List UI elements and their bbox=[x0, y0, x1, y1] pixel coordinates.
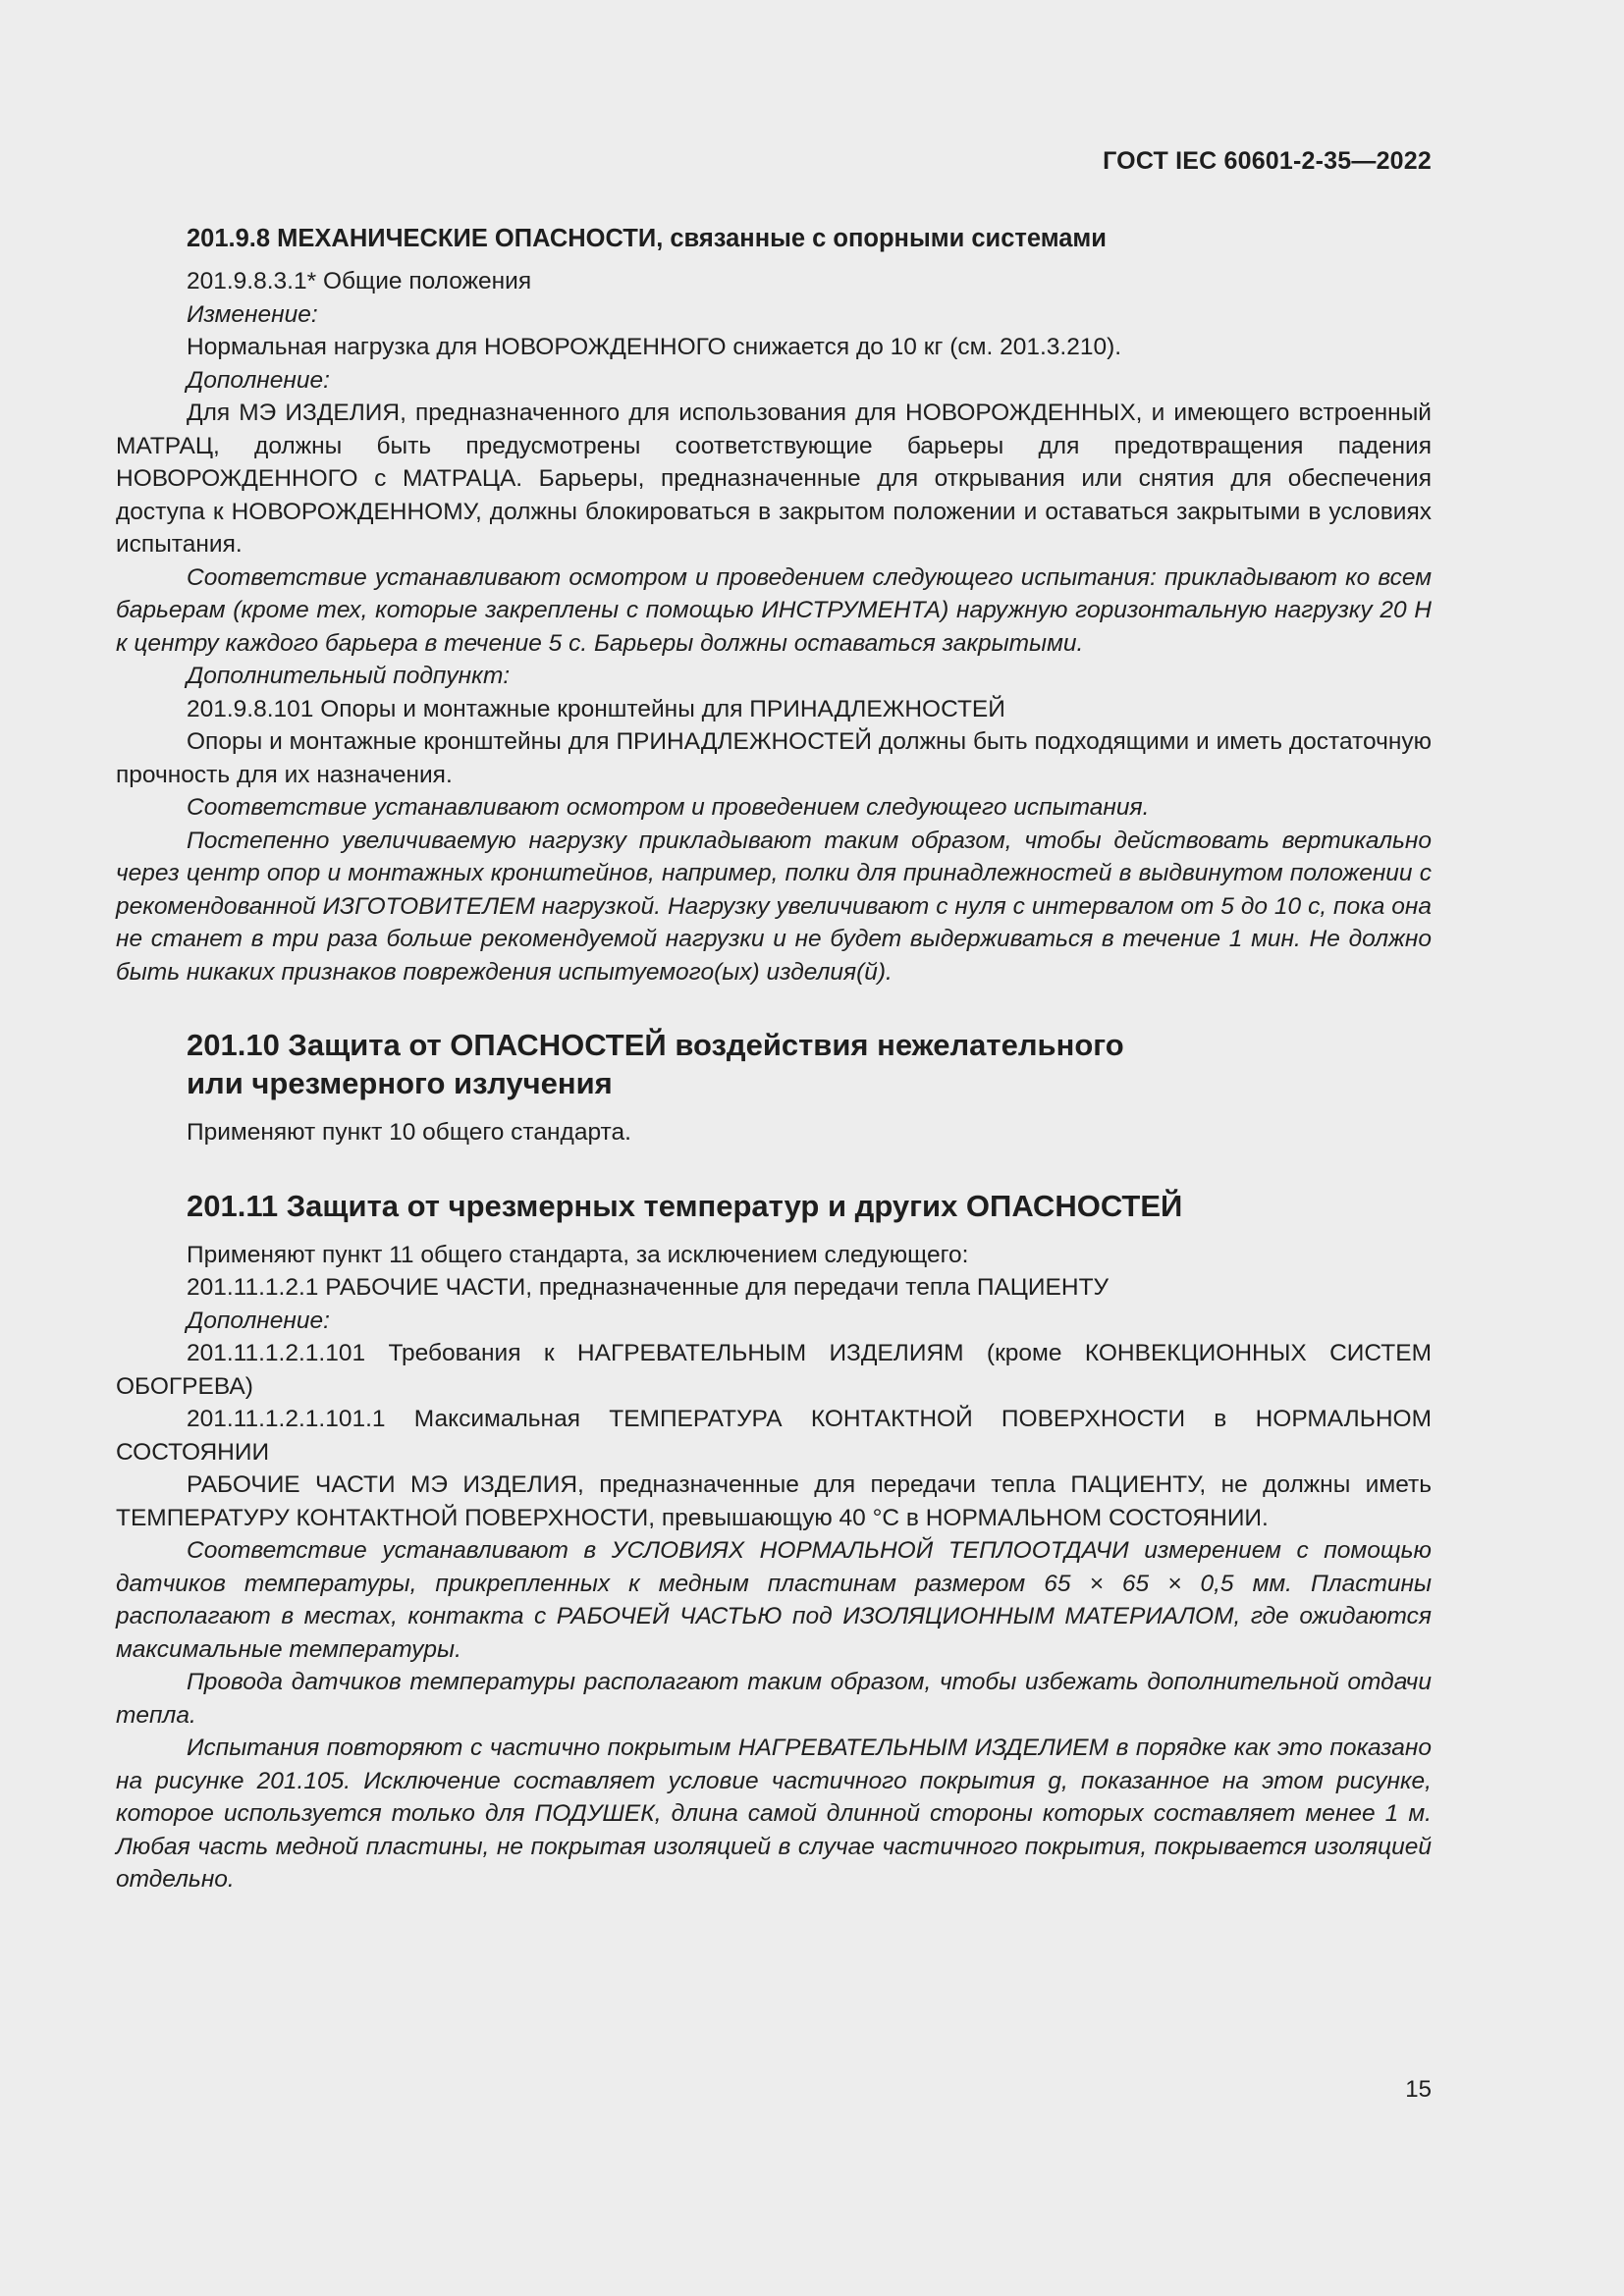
paragraph: 201.11.1.2.1 РАБОЧИЕ ЧАСТИ, предназначенные для передачи тепла ПАЦИЕНТУ bbox=[187, 1274, 1110, 1301]
paragraph-italic: Дополнение: bbox=[187, 366, 330, 394]
paragraph: 201.11.1.2.1.101.1 Максимальная ТЕМПЕРАТУРА КОНТАКТНОЙ ПОВЕРХНОСТИ в НОРМАЛЬНОМ СОСТОЯНИИ bbox=[116, 1406, 1432, 1466]
paragraph-italic: Изменение: bbox=[187, 300, 318, 328]
section-heading-201-11: 201.11 Защита от чрезмерных температур и других ОПАСНОСТЕЙ bbox=[187, 1188, 1183, 1223]
paragraph-italic: Соответствие устанавливают осмотром и проведением следующего испытания: прикладывают ко всем барьерам (кроме тех, которые закреплены с помощью ИНСТРУМЕНТА) наружную горизонтальную нагрузку 20 Н к центру каждого барьера в течение 5 с. Барьеры должны оставаться закрытыми. bbox=[116, 563, 1432, 657]
clause-heading-201-9-8: 201.9.8 МЕХАНИЧЕСКИЕ ОПАСНОСТИ, связанные с опорными системами bbox=[187, 225, 1107, 252]
paragraph-italic: Соответствие устанавливают осмотром и проведением следующего испытания. bbox=[187, 794, 1150, 821]
standard-id-header: ГОСТ IEC 60601-2-35—2022 bbox=[1103, 147, 1432, 175]
page-number: 15 bbox=[1405, 2076, 1432, 2103]
paragraph-italic: Дополнительный подпункт: bbox=[187, 663, 511, 689]
paragraph: 201.11.1.2.1.101 Требования к НАГРЕВАТЕЛЬНЫМ ИЗДЕЛИЯМ (кроме КОНВЕКЦИОННЫХ СИСТЕМ ОБОГРЕВА) bbox=[116, 1340, 1432, 1400]
paragraph-italic: Соответствие устанавливают в УСЛОВИЯХ НОРМАЛЬНОЙ ТЕПЛООТДАЧИ измерением с помощью датчиков температуры, прикрепленных к медным пластинам размером 65 × 65 × 0,5 мм. Пластины располагают в местах, контакта с РАБОЧЕЙ ЧАСТЬЮ под ИЗОЛЯЦИОННЫМ МАТЕРИАЛОМ, где ожидаются максимальные температуры. bbox=[116, 1537, 1432, 1663]
paragraph: Для МЭ ИЗДЕЛИЯ, предназначенного для использования для НОВОРОЖДЕННЫХ, и имеющего встроенный МАТРАЦ, должны быть предусмотрены соответствующие барьеры для предотвращения падения НОВОРОЖДЕННОГО с МАТРАЦА. Барьеры, предназначенные для открывания или снятия для обеспечения доступа к НОВОРОЖДЕННОМУ, должны блокироваться в закрытом положении и оставаться закрытыми в условиях испытания. bbox=[116, 400, 1432, 558]
paragraph: Опоры и монтажные кронштейны для ПРИНАДЛЕЖНОСТЕЙ должны быть подходящими и иметь достаточную прочность для их назначения. bbox=[116, 728, 1432, 788]
section-heading-line: или чрезмерного излучения bbox=[187, 1066, 613, 1100]
paragraph: Применяют пункт 10 общего стандарта. bbox=[187, 1119, 631, 1146]
paragraph: 201.9.8.101 Опоры и монтажные кронштейны для ПРИНАДЛЕЖНОСТЕЙ bbox=[187, 695, 1005, 722]
paragraph-italic: Постепенно увеличиваемую нагрузку прикладывают таким образом, чтобы действовать вертикально через центр опор и монтажных кронштейнов, например, полки для принадлежностей в выдвинутом положении с рекомендованной ИЗГОТОВИТЕЛЕМ нагрузкой. Нагрузку увеличивают с нуля с интервалом от 5 до 10 с, пока она не станет в три раза больше рекомендуемой нагрузки и не будет выдерживаться в течение 1 мин. Не должно быть никаких признаков повреждения испытуемого(ых) изделия(й). bbox=[116, 827, 1432, 986]
section-heading-line: 201.10 Защита от ОПАСНОСТЕЙ воздействия нежелательного bbox=[187, 1028, 1124, 1062]
document-page bbox=[116, 0, 1432, 2296]
paragraph: Применяют пункт 11 общего стандарта, за исключением следующего: bbox=[187, 1241, 969, 1268]
section-spacer bbox=[116, 988, 1432, 1026]
paragraph-italic: Дополнение: bbox=[187, 1307, 330, 1334]
paragraph: 201.9.8.3.1* Общие положения bbox=[187, 268, 532, 294]
paragraph-italic: Провода датчиков температуры располагают таким образом, чтобы избежать дополнительной отдачи тепла. bbox=[116, 1669, 1432, 1729]
section-spacer bbox=[116, 1149, 1432, 1187]
paragraph-italic: Испытания повторяют с частично покрытым НАГРЕВАТЕЛЬНЫМ ИЗДЕЛИЕМ в порядке как это показано на рисунке 201.105. Исключение составляет условие частичного покрытия g, показанное на этом рисунке, которое используется только для ПОДУШЕК, длина самой длинной стороны которых составляет менее 1 м. Любая часть медной пластины, не покрытая изоляцией в случае частичного покрытия, покрывается изоляцией отдельно. bbox=[116, 1735, 1432, 1893]
page-content bbox=[116, 222, 1432, 1896]
paragraph: РАБОЧИЕ ЧАСТИ МЭ ИЗДЕЛИЯ, предназначенные для передачи тепла ПАЦИЕНТУ, не должны иметь ТЕМПЕРАТУРУ КОНТАКТНОЙ ПОВЕРХНОСТИ, превышающую 40 °С в НОРМАЛЬНОМ СОСТОЯНИИ. bbox=[116, 1471, 1432, 1531]
paragraph: Нормальная нагрузка для НОВОРОЖДЕННОГО снижается до 10 кг (см. 201.3.210). bbox=[187, 334, 1122, 360]
section-heading-201-10 bbox=[187, 1026, 1432, 1102]
